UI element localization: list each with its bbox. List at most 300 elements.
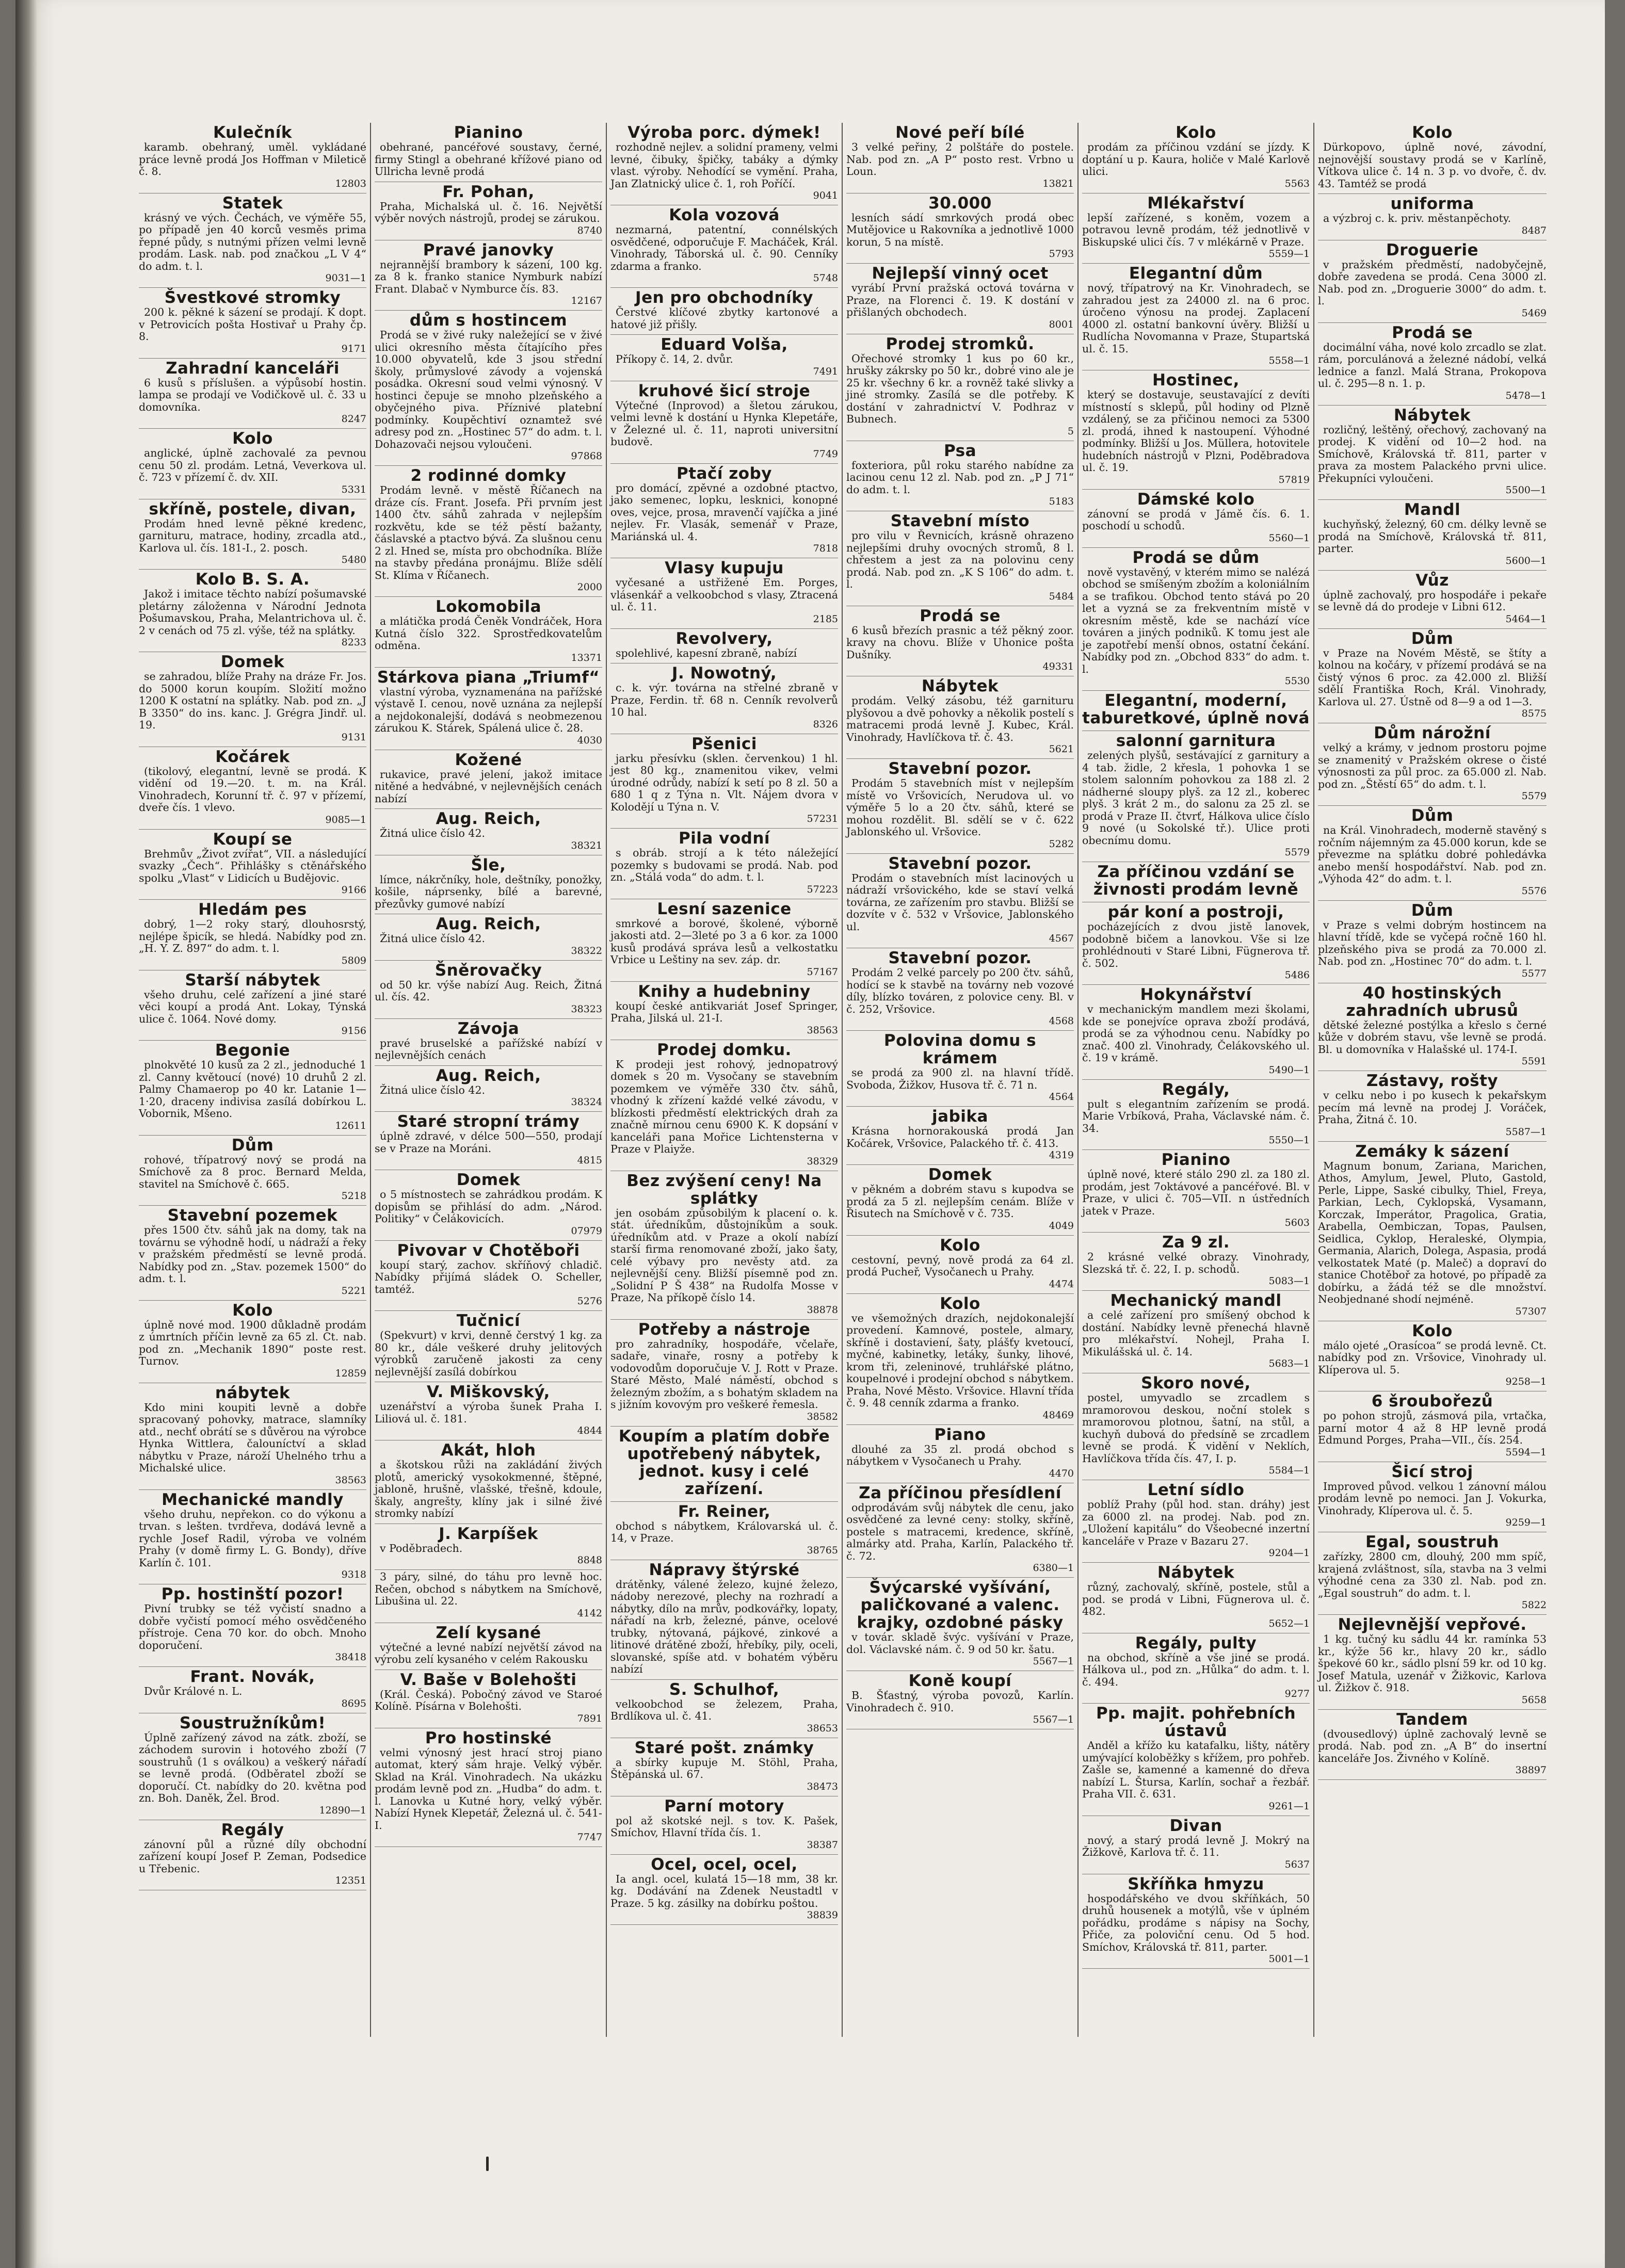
ad-title: Domek bbox=[220, 653, 285, 671]
ad-text: pro domácí, zpěvné a ozdobné ptactvo, jako semenec, lopku, lesknici, konopné oves, vejce, prosa, mravenčí vajíčka a jiné nejlev. Fr. Vlasák, semenář v Praze, Mariánská ul. 4. bbox=[610, 481, 838, 543]
ad-text: dlouhé za 35 zl. prodá obchod s nábytkem v Vysočanech u Prahy. bbox=[846, 1443, 1074, 1467]
ad-text: c. k. výr. továrna na střelné zbraně v Praze, Ferdin. tř. 68 n. Cenník revolverů 10 hal. bbox=[610, 682, 838, 718]
classified-ad bbox=[610, 1427, 838, 1502]
ad-title: Stavební pozemek bbox=[167, 1206, 338, 1225]
ad-code: 8326 bbox=[813, 718, 838, 730]
ad-title: Výroba porc. dýmek! bbox=[628, 123, 821, 142]
ad-title: Kola vozová bbox=[669, 206, 780, 224]
classified-columns bbox=[135, 123, 1550, 2037]
ad-code: 12611 bbox=[335, 1120, 366, 1131]
classified-ad bbox=[375, 668, 602, 750]
classified-ad bbox=[846, 854, 1074, 949]
ad-code: 5560—1 bbox=[1268, 532, 1310, 544]
ad-title: Hledám pes bbox=[198, 900, 307, 919]
classified-ad bbox=[375, 1728, 602, 1848]
ad-title: Šle, bbox=[471, 855, 506, 874]
ad-title: Pila vodní bbox=[678, 829, 770, 848]
ad-text: Improved původ. velkou 1 zánovní málou prodám levně po nemoci. Jan J. Vokurka, Vinohrady, Klíperova ul. č. 5. bbox=[1318, 1480, 1547, 1517]
ad-code: 5584—1 bbox=[1268, 1465, 1310, 1476]
classified-ad bbox=[375, 1382, 602, 1440]
ad-title: Knihy a hudebniny bbox=[638, 982, 811, 1001]
classified-ad bbox=[1082, 1233, 1310, 1291]
ad-text: v Praze s velmi dobrým hostincem na hlavní třídě, kde se vyčepá ročně 160 hl. plzeňského piva se prodá za 70.000 zl. Nab. pod zn. „Hostinec 70“ do adm. t. l. bbox=[1318, 918, 1547, 967]
classified-ad bbox=[1318, 1532, 1547, 1615]
ad-code: 5579 bbox=[1521, 790, 1547, 802]
ad-code: 57223 bbox=[807, 883, 838, 895]
ad-code: 8695 bbox=[341, 1697, 366, 1709]
ad-code: 7891 bbox=[577, 1712, 602, 1724]
ad-title: Kočárek bbox=[215, 747, 290, 766]
ad-text: velkoobchod se železem, Praha, Brdlíkova ul. č. 41. bbox=[610, 1697, 838, 1722]
ad-title: Kolo bbox=[940, 1294, 980, 1313]
classified-ad bbox=[846, 1031, 1074, 1107]
ad-title: Hostinec, bbox=[1152, 371, 1240, 390]
ad-text: přes 1500 čtv. sáhů jak na domy, tak na továrnu se výhodně hodí, u nádraží a řeky v pražském předměstí se levně prodá. Nabídky pod zn. „Stav. pozemek 1500“ do adm. t. l. bbox=[139, 1224, 366, 1285]
ad-text: obehrané, pancéřové soustavy, černé, firmy Stingl a obehrané křížové piano od Ullricha levně prodá bbox=[375, 141, 602, 177]
classified-ad bbox=[375, 1241, 602, 1311]
ad-code: 38321 bbox=[571, 839, 602, 851]
classified-ad bbox=[1318, 983, 1547, 1072]
ad-code: 5563 bbox=[1284, 177, 1310, 189]
ad-title: Ptačí zoby bbox=[677, 464, 772, 483]
classified-ad bbox=[139, 1490, 366, 1585]
ad-code: 8487 bbox=[1521, 224, 1547, 236]
classified-ad bbox=[846, 676, 1074, 759]
ad-code: 5637 bbox=[1284, 1858, 1310, 1870]
ad-title: Begonie bbox=[215, 1041, 291, 1060]
ad-text: rozhodně nejlev. a solidní prameny, velmi levné, čibuky, špičky, tabáky a dýmky vlast. výroby. Nehodící se vymění. Praha, Jan Zlatnický ulice č. 1, roh Poříčí. bbox=[610, 141, 838, 190]
ad-text: s obráb. strojí a k této náležející pozemky s budovami se prodá. Nab. pod zn. „Stálá voda“ do adm. t. l. bbox=[610, 847, 838, 883]
ad-title: Zemáky k sázení bbox=[1355, 1142, 1509, 1161]
classified-ad bbox=[610, 1040, 838, 1171]
ad-text: který se dostavuje, seustavající z devíti místností s sklepů, půl hodiny od Plzně vzdálený, se za přičinou nemoci za 5300 zl. prodá, ihned k nastoupení. Výhodné podmínky. Bližší u Jos. Müllera, hotovitele hudebních nástrojů v Plzni, Poděbradova ul. č. 19. bbox=[1082, 388, 1310, 474]
ad-text: Prodám hned levně pěkné kredenc, garnituru, matrace, hodiny, zrcadla atd., Karlova ul. čís. 181-I., 2. posch. bbox=[139, 517, 366, 554]
classified-ad bbox=[375, 1570, 602, 1623]
classified-ad bbox=[139, 652, 366, 747]
ad-title: Aug. Reich, bbox=[436, 915, 541, 933]
ad-code: 9171 bbox=[341, 343, 366, 354]
ad-title: J. Karpíšek bbox=[439, 1524, 538, 1543]
ad-text: všeho druhu, celé zařízení a jiné staré věci koupí a prodá Ant. Lokay, Týnská ulice č. 1064. Nové domy. bbox=[139, 988, 366, 1025]
ad-text: Prodám levně. v městě Říčanech na dráze cís. Frant. Josefa. Při prvním jest 1400 čtv. sáhů zahrada v nejlepším rozkvětu, kde se též pěstí bažanty, čáslavské a ptactvo bývá. Za slušnou cenu 2 zl. Hned se, místa pro obchodníka. Blíže na stavby předána pronájmu. Blíže sdělí St. Klíma v Říčanech. bbox=[375, 484, 602, 581]
ad-code: 5793 bbox=[1049, 248, 1074, 260]
ad-title: Lesní sazenice bbox=[657, 899, 792, 918]
ad-title: Koupí se bbox=[213, 830, 293, 849]
ad-code: 4567 bbox=[1049, 933, 1074, 944]
ad-text: Dürkopovo, úplně nové, závodní, nejnovější soustavy prodá se v Karlíně, Vítkova ulice č. 14 n. 3 p. vo dvoře, č. dv. 43. Tamtéž se prodá bbox=[1318, 141, 1547, 190]
ad-code: 38878 bbox=[807, 1304, 838, 1316]
ad-text: nový, a starý prodá levně J. Mokrý na Žižkově, Karlova tř. č. 11. bbox=[1082, 1834, 1310, 1858]
ad-code: 9085—1 bbox=[325, 814, 366, 825]
ad-text: se prodá za 900 zl. na hlavní třídě. Svoboda, Žižkov, Husova tř. č. 71 n. bbox=[846, 1066, 1074, 1091]
ad-text: různý, zachovalý, skříně, postele, stůl a pod. se prodá v Libni, Fügnerova ul. č. 482. bbox=[1082, 1581, 1310, 1617]
ad-title: Soustružníkům! bbox=[179, 1713, 326, 1732]
classified-ad bbox=[1318, 901, 1547, 983]
ad-title: Za příčinou vzdání se živnosti prodám levně bbox=[1093, 863, 1299, 899]
ad-text: se zahradou, blíže Prahy na dráze Fr. Jos. do 5000 korun koupím. Složití možno 1200 K ostatní na splátky. Nab. pod zn. „J B 3350“ do ins. kanc. J. Grégra Jindř. ul. 19. bbox=[139, 670, 366, 731]
ad-code: 9166 bbox=[341, 884, 366, 896]
ad-code: 12167 bbox=[571, 295, 602, 306]
classified-ad bbox=[1318, 1142, 1547, 1321]
classified-ad bbox=[139, 1383, 366, 1490]
ad-text: velmi výnosný jest hrací stroj piano automat, který sám hraje. Velký výběr. Sklad na Král. Vinohradech. Na ukázku prodám levně pod zn. „Hudba“ do adm. t. l. Lanovka u Kutné hory, velký výběr. Nabízí Hynek Klepetář, Železná ul. č. 541-I. bbox=[375, 1746, 602, 1832]
classified-ad bbox=[846, 948, 1074, 1031]
classified-ad bbox=[610, 629, 838, 664]
classified-ad bbox=[1318, 1391, 1547, 1462]
classified-ad bbox=[1082, 1633, 1310, 1704]
classified-ad bbox=[139, 429, 366, 499]
classified-ad bbox=[139, 288, 366, 359]
ad-title: Stavební pozor. bbox=[888, 949, 1032, 967]
classified-ad bbox=[610, 123, 838, 205]
ad-title: Za příčinou přesídlení bbox=[859, 1483, 1061, 1502]
ad-text: nezmarná, patentní, connélských osvědčené, odporučuje F. Macháček, Král. Vinohrady, Táborská ul. č. 90. Cenníky zdarma a franko. bbox=[610, 223, 838, 272]
classified-ad bbox=[375, 1066, 602, 1112]
ad-text: Ia angl. ocel, kulatá 15—18 mm, 38 kr. kg. Dodávání na Zdenek Neustadtl v Praze. 5 kg. zásilky na dobírku poštou. bbox=[610, 1872, 838, 1909]
ad-code: 5500—1 bbox=[1505, 484, 1547, 496]
ad-text: Praha, Michalská ul. č. 16. Největší výběr nových nástrojů, prodej se zárukou. bbox=[375, 200, 602, 224]
classified-ad bbox=[139, 747, 366, 830]
ad-text: foxteriora, půl roku starého nabídne za lacinou cenu 12 zl. Nab. pod zn. „P J 71“ do adm. t. l. bbox=[846, 459, 1074, 496]
ad-text: K prodeji jest rohový, jednopatrový domek s 20 m. Vysočany se stavebním pozemkem ve výměře 330 čtv. sáhů, vhodný k zřízení každé velké závodu, v blízkosti předměstí elektrických drah za značně mírnou cenu 6900 K. K dopsání v kanceláři pana Mořice Lichtensterna v Praze v Plaiyže. bbox=[610, 1058, 838, 1155]
ad-code: 5480 bbox=[341, 554, 366, 565]
classified-ad bbox=[846, 1578, 1074, 1671]
classified-ad bbox=[375, 1670, 602, 1728]
ad-code: 9156 bbox=[341, 1025, 366, 1036]
ad-text: úplně zdravé, v délce 500—550, prodají se v Praze na Moráni. bbox=[375, 1130, 602, 1155]
ad-code: 38329 bbox=[807, 1155, 838, 1167]
ad-code: 57819 bbox=[1278, 474, 1310, 485]
ad-title: Kožené bbox=[455, 750, 522, 769]
ad-title: Divan bbox=[1169, 1816, 1222, 1835]
ad-text: kuchyňský, železný, 60 cm. délky levně se prodá na Smíchově, Královská tř. 811, parter. bbox=[1318, 518, 1547, 555]
ad-code: 5579 bbox=[1284, 847, 1310, 858]
ad-text: 6 kusů s příslušen. a výpůsobí hostin. lampa se prodají ve Vodičkově ul. č. 33 u domovníka. bbox=[139, 376, 366, 413]
ad-text: v celku nebo i po kusech k pekařskym pecím má levně na prodej J. Voráček, Praha, Žitná č. 10. bbox=[1318, 1089, 1547, 1126]
classified-ad bbox=[1082, 370, 1310, 490]
ad-code: 5276 bbox=[577, 1295, 602, 1307]
classified-ad bbox=[139, 1667, 366, 1713]
ad-code: 2185 bbox=[813, 613, 838, 625]
classified-ad bbox=[375, 1170, 602, 1241]
classified-ad bbox=[139, 359, 366, 429]
ad-title: Aug. Reich, bbox=[436, 809, 541, 828]
ad-title: Lokomobila bbox=[435, 597, 542, 616]
classified-ad bbox=[1082, 1150, 1310, 1233]
classified-ad bbox=[610, 1502, 838, 1560]
classified-ad bbox=[846, 1294, 1074, 1425]
classified-ad bbox=[846, 1671, 1074, 1729]
ad-code: 5558—1 bbox=[1268, 355, 1310, 366]
ad-code: 38323 bbox=[571, 1003, 602, 1015]
classified-ad bbox=[1318, 323, 1547, 406]
classified-ad bbox=[375, 1311, 602, 1382]
ad-text: úplně nové mod. 1900 důkladně prodám z úmrtních příčin levně za 65 zl. Ct. nab. pod zn. „Mechanik 1890“ poste rest. Turnov. bbox=[139, 1318, 366, 1367]
classified-ad bbox=[610, 381, 838, 464]
ad-title: Regály bbox=[221, 1820, 284, 1839]
classified-ad bbox=[610, 1796, 838, 1855]
classified-ad bbox=[1082, 193, 1310, 264]
ad-text: (Spekvurt) v krvi, denně čerstvý 1 kg. za 80 kr., dále veškeré druhy jelitových výrobků zaručeně jakosti za ceny nejlevnější zasílá dobírkou bbox=[375, 1329, 602, 1378]
classified-ad bbox=[375, 914, 602, 961]
ad-title: nábytek bbox=[215, 1383, 291, 1402]
ad-code: 4049 bbox=[1049, 1220, 1074, 1232]
ad-code: 07979 bbox=[571, 1225, 602, 1237]
ad-text: zánovní půl a různé díly obchodní zařízení koupí Josef P. Zeman, Podsedice u Třebenic. bbox=[139, 1838, 366, 1875]
classified-ad bbox=[1082, 264, 1310, 370]
ad-title: Dům nárožní bbox=[1374, 724, 1491, 742]
ad-code: 57231 bbox=[807, 813, 838, 824]
classified-ad bbox=[1082, 902, 1310, 985]
classified-ad bbox=[139, 830, 366, 900]
ad-code: 38324 bbox=[571, 1096, 602, 1108]
ad-code: 9204—1 bbox=[1268, 1547, 1310, 1559]
column-2 bbox=[371, 123, 607, 2037]
ad-code: 9261—1 bbox=[1268, 1800, 1310, 1812]
ad-text: nově vystavěný, v kterém mimo se nalézá obchod se smíšeným zbožím a koloniálním a se trafikou. Obchod tento stává po 20 let a vyzná se za frekventním místě v okresním městě, kde se nachází více továren a jiných podniků. K tomu jest ale je zapotřebí menší obnos, ostatní čekání. Nabídky pod zn. „Obchod 833“ do adm. t. l. bbox=[1082, 565, 1310, 675]
ad-text: vyčesané a ustřižené Em. Porges, vlásenkář a velkoobchod s vlasy, Ztracená ul. č. 11. bbox=[610, 576, 838, 613]
ad-text: vyrábí První pražská octová továrna v Praze, na Florenci č. 19. K dostání v přišlaných obchodech. bbox=[846, 282, 1074, 318]
ad-text: v mechanickým mandlem mezi školami, kde se ponejvíce oprava zboží prodává, prodá se za výhodnou cenu. Nabídky po znač. 400 zl. Vinohrady, Čelákovského ul. č. 19 v krámě. bbox=[1082, 1003, 1310, 1064]
ad-title: Koně koupí bbox=[908, 1672, 1012, 1690]
classified-ad bbox=[846, 511, 1074, 606]
classified-ad bbox=[375, 182, 602, 240]
ad-title: Šněrovačky bbox=[435, 961, 542, 980]
ad-title: Zahradní kanceláři bbox=[166, 359, 340, 378]
ad-title: Letní sídlo bbox=[1147, 1481, 1245, 1499]
ad-code: 5559—1 bbox=[1268, 248, 1310, 260]
classified-ad bbox=[610, 1171, 838, 1320]
classified-ad bbox=[1318, 1615, 1547, 1710]
classified-ad bbox=[610, 663, 838, 734]
classified-ad bbox=[1082, 862, 1310, 902]
ad-text: 1 kg. tučný ku sádlu 44 kr. ramínka 53 kr., kýže 56 kr., hlavy 20 kr., sádlo špekové 60 kr., sádlo plsní 59 kr. od 10 kg. Josef Matula, uzenář v Žižkovic, Karlova ul. Žižkov č. 918. bbox=[1318, 1633, 1547, 1694]
ad-title: Nábytek bbox=[1393, 406, 1471, 425]
classified-ad bbox=[375, 123, 602, 182]
ad-code: 7818 bbox=[813, 543, 838, 554]
classified-ad bbox=[375, 466, 602, 597]
ad-title: 2 rodinné domky bbox=[410, 466, 567, 485]
classified-ad bbox=[1318, 123, 1547, 194]
ad-title: Pivovar v Chotěboři bbox=[397, 1241, 580, 1260]
classified-ad bbox=[1318, 500, 1547, 571]
ad-text: Prodám 5 stavebních míst v nejlepším místě vo Vršovicích, Nerudova ul. vo výměře 5 lo a 20 čtv. sáhů, které se mohou rozdělit. Bl. sdělí se v č. 622 Jablonského ul. Vršovice. bbox=[846, 777, 1074, 838]
ad-code: 4142 bbox=[577, 1607, 602, 1619]
ad-text: zelených plyšů, sestávající z garnitury a 4 tab. židle, 2 křesla, 1 pohovka 1 se stolem salonním pohovkou za 188 zl. 2 nádherné sloupy plyš. za 12 zl., koberec plyš. 3 krát 2 m., do salonu za 25 zl. se prodá v Praze II. čtvrť, Hálkova ulice číslo 9 nové (u Sokolské tř.). Ulice proti obecnímu domu. bbox=[1082, 749, 1310, 847]
ad-title: Prodá se bbox=[1392, 323, 1473, 342]
ad-code: 38473 bbox=[807, 1780, 838, 1792]
ad-text: Prodám 2 velké parcely po 200 čtv. sáhů, hodící se k stavbě na továrny neb vozové díly, blízko továren, z polovice ceny. Bl. v č. 252, Vršovice. bbox=[846, 966, 1074, 1015]
ad-code: 5478—1 bbox=[1505, 390, 1547, 401]
classified-ad bbox=[375, 1440, 602, 1524]
ad-text: rohové, třípatrový nový se prodá na Smíchově za 8 proc. Bernard Melda, stavitel na Smíchově č. 665. bbox=[139, 1153, 366, 1190]
ad-text: rozličný, leštěný, ořechový, zachovaný na prodej. K vidění od 10—2 hod. na Smíchově, Královská tř. 811, parter v prava za mostem Palackého prvni ulice. Překupníci vyloučeni. bbox=[1318, 423, 1547, 484]
ad-title: Vůz bbox=[1415, 571, 1449, 590]
ad-text: Prodá se v živé ruky naležející se v živé ulici okresního města čítajícího přes 10.000 obyvatelů, kde 3 jsou střední školy, průmyslové závody a vojenská posádka. Okresní soud velmi výnosný. V hostinci čepuje se mnoho plzeňského a obyčejného piva. Příznivé platební podmínky. Koupěchtiví oznamtež své adresy pod zn. „Hostinec 57“ do adm. t. l. Dohazovači nejsou vyloučeni. bbox=[375, 329, 602, 450]
ad-code: 38653 bbox=[807, 1722, 838, 1734]
ad-text: v pěkném a dobrém stavu s kupodva se prodá za 5 zl. nejlepším cenám. Blíže v Řisutech na Smíchově v č. 735. bbox=[846, 1183, 1074, 1220]
ad-text: krásný ve vých. Čechách, ve výměře 55, po případě jen 40 korců vesměs prima řepné půdy, s nutnými přízen velmi levně prodám. Lask. nab. pod značkou „L V 4“ do adm. t. l. bbox=[139, 211, 366, 272]
ad-code: 5748 bbox=[813, 272, 838, 284]
ad-text: prodám za příčinou vzdání se jízdy. K doptání u p. Kaura, holiče v Malé Karlově ulici. bbox=[1082, 141, 1310, 177]
ad-title: uniforma bbox=[1390, 195, 1474, 213]
classified-ad bbox=[846, 441, 1074, 512]
ad-title: 6 šroubořezů bbox=[1371, 1392, 1493, 1411]
ad-code: 38582 bbox=[807, 1411, 838, 1422]
classified-ad bbox=[1318, 723, 1547, 806]
ad-code: 38897 bbox=[1515, 1764, 1547, 1776]
ad-text: nový, třípatrový na Kr. Vinohradech, se zahradou jest za 24000 zl. na 6 proc. úročeno výnosu na prodej. Zaplacení 4000 zl. ostatní bankovní úvěry. Bližší u Rudlícha Novomanna v Praze, Stupartská ul. č. 15. bbox=[1082, 282, 1310, 355]
ad-title: Nábytek bbox=[1157, 1563, 1235, 1582]
ad-title: Frant. Novák, bbox=[190, 1667, 315, 1686]
classified-ad bbox=[610, 1560, 838, 1680]
ad-code: 5567—1 bbox=[1033, 1714, 1074, 1725]
classified-ad bbox=[610, 829, 838, 899]
classified-ad bbox=[1318, 194, 1547, 240]
ad-code: 48469 bbox=[1042, 1409, 1074, 1421]
ad-title: Vlasy kupuju bbox=[665, 559, 784, 577]
ad-title: Bez zvýšení ceny! Na splátky bbox=[626, 1171, 822, 1208]
ad-title: Stavební pozor. bbox=[888, 759, 1032, 778]
classified-ad bbox=[1318, 806, 1547, 901]
ad-text: B. Šťastný, výroba povozů, Karlín. Vinohradech č. 910. bbox=[846, 1689, 1074, 1714]
ad-text: smrkové a borové, školené, výborně jakosti atd. 2—3leté po 3 a 6 kor. za 1000 kusů prodává správa lesů a velkostatku Vrbice u Leštiny na sev. záp. dr. bbox=[610, 917, 838, 966]
classified-ad bbox=[610, 734, 838, 829]
ad-code: 5600—1 bbox=[1505, 555, 1547, 566]
ad-title: skříně, postele, divan, bbox=[149, 499, 357, 519]
ad-text: úplně nové, které stálo 290 zl. za 180 zl. prodám, jest 7oktávové a pancéřové. Bl. v Praze, v ulici č. 705—VII. n ústředních jatek v Praze. bbox=[1082, 1168, 1310, 1217]
ad-text: zánovní se prodá v Jámě čís. 6. 1. poschodí u schodů. bbox=[1082, 507, 1310, 532]
ad-text: pol až skotské nejl. s tov. K. Pašek, Smíchov, Hlavní třída čís. 1. bbox=[610, 1814, 838, 1839]
ad-title: Skoro nové, bbox=[1141, 1374, 1251, 1392]
ad-title: Prodej stromků. bbox=[886, 334, 1035, 353]
ad-code: 38322 bbox=[571, 945, 602, 957]
column-4 bbox=[843, 123, 1079, 2037]
ad-title: Akát, hloh bbox=[441, 1441, 536, 1460]
ad-title: Zelí kysané bbox=[436, 1623, 541, 1642]
ad-code: 5282 bbox=[1049, 838, 1074, 850]
ad-text: pro zahradníky, hospodáře, včelaře, sadaře, vinaře, rosny a potřeby k vodovodům doporučuje V. J. Rott v Praze. Staré Město, Malé náměstí, obchod s železným zbožím, a s bohatým skladem na s jižním kovovým pro veškeré řemesla. bbox=[610, 1337, 838, 1411]
ad-code: 4844 bbox=[577, 1425, 602, 1436]
ad-code: 57307 bbox=[1515, 1305, 1547, 1317]
ad-code: 49331 bbox=[1042, 661, 1074, 672]
ad-title: Závoja bbox=[457, 1019, 520, 1038]
ad-code: 5621 bbox=[1049, 743, 1074, 755]
ad-title: J. Nowotný, bbox=[671, 664, 777, 683]
ad-title: Kulečník bbox=[213, 123, 292, 142]
ad-code: 9031—1 bbox=[325, 272, 366, 284]
ad-text: a celé zařízení pro smíšený obchod k dostání. Nabídky levně přenechá hlavně pro mlékařství. Nohejl, Praha I. Mikulášská ul. č. 14. bbox=[1082, 1309, 1310, 1358]
ad-title: Staré pošt. známky bbox=[634, 1738, 814, 1757]
ad-code: 5550—1 bbox=[1268, 1135, 1310, 1146]
column-6 bbox=[1314, 123, 1550, 2037]
ad-title: Egal, soustruh bbox=[1365, 1533, 1499, 1551]
ad-text: na obchod, skříně a vše jiné se prodá. Hálkova ul., pod zn. „Hůlka“ do adm. t. l. č. 494. bbox=[1082, 1651, 1310, 1688]
ad-title: Švestkové stromky bbox=[164, 288, 341, 307]
classified-ad bbox=[610, 1320, 838, 1427]
ad-code: 38387 bbox=[807, 1839, 838, 1851]
ad-title: Koupím a platím dobře upotřebený nábytek, jednot. kusy i celé zařízení. bbox=[618, 1427, 830, 1498]
classified-ad bbox=[846, 334, 1074, 441]
classified-ad bbox=[1082, 985, 1310, 1080]
classified-ad bbox=[1082, 1816, 1310, 1874]
classified-ad bbox=[846, 193, 1074, 264]
ad-title: Starší nábytek bbox=[185, 970, 320, 990]
column-1 bbox=[135, 123, 371, 2037]
ad-title: Domek bbox=[928, 1165, 992, 1184]
classified-ad bbox=[375, 597, 602, 668]
ad-text: 2 krásné velké obrazy. Vinohrady, Slezská tř. č. 22, I. p. schodů. bbox=[1082, 1251, 1310, 1275]
ad-code: 5490—1 bbox=[1268, 1064, 1310, 1076]
ad-text: poblíž Prahy (půl hod. stan. dráhy) jest za 6000 zl. na prodej. Nab. pod zn. „Uložení kapitálu“ do Všeobecné inzertní kanceláře v Praze v Bazaru 27. bbox=[1082, 1498, 1310, 1547]
ad-title: Pianino bbox=[1161, 1151, 1231, 1169]
ad-text: Úplně zařízený závod na zátk. zboží, se záchodem surovin i hotového zboží (7 soustruhů (1 s oválkou) a veškerý nářadí se levně prodá. (Odběratel zboží se doporučí. Ct. nabídky do 20. května pod zn. Boh. Daněk, Žel. Brod. bbox=[139, 1731, 366, 1804]
ad-text: rukavice, pravé jelení, jakož imitace nitěné a hedvábné, v nejlevnějších cenách nabízí bbox=[375, 768, 602, 805]
classified-ad bbox=[1082, 1480, 1310, 1563]
ad-title: Mechanické mandly bbox=[162, 1490, 344, 1509]
ad-code: 5587—1 bbox=[1505, 1126, 1547, 1138]
ad-code: 38418 bbox=[335, 1651, 366, 1663]
ad-code: 8001 bbox=[1049, 318, 1074, 330]
ad-title: Nové peří bílé bbox=[895, 123, 1025, 142]
classified-ad bbox=[139, 1136, 366, 1206]
ad-title: Statek bbox=[222, 193, 283, 213]
classified-ad bbox=[610, 288, 838, 335]
ad-title: Prodej domku. bbox=[657, 1040, 792, 1059]
ad-code: 5083—1 bbox=[1268, 1275, 1310, 1287]
classified-ad bbox=[610, 1738, 838, 1796]
classified-ad bbox=[139, 1041, 366, 1136]
ad-text: Pivní trubky se též vyčistí snadno a dobře vyčistí pomocí mého osvědčeného přístroje. Cena 70 kor. do obch. Mnoho doporučení. bbox=[139, 1602, 366, 1651]
ad-text: Žitná ulice číslo 42. bbox=[380, 932, 485, 945]
ad-text: Výtečné (Inprovod) a šletou zárukou, velmi levně k dostání u Hynka Klepetáře, v Železné ul. č. 11, naproti universitní budově. bbox=[610, 399, 838, 448]
ad-title: Pp. majit. pohřebních ústavů bbox=[1096, 1704, 1296, 1740]
ad-text: lepší zařízené, s koněm, vozem a potravou levně prodám, též jednotlivě v Biskupské ulici čís. 7 v mlékárně v Praze. bbox=[1082, 211, 1310, 248]
ad-code: 4470 bbox=[1049, 1467, 1074, 1479]
classified-ad bbox=[1318, 629, 1547, 724]
ad-title: Potřeby a nástroje bbox=[638, 1320, 811, 1339]
ad-title: 40 hostinských zahradních ubrusů bbox=[1346, 983, 1519, 1020]
ad-text: Žitná ulice číslo 42. bbox=[380, 827, 485, 839]
ad-title: salonní garnitura bbox=[1116, 732, 1276, 750]
ad-title: Mechanický mandl bbox=[1110, 1291, 1282, 1310]
ad-text: Žitná ulice číslo 42. bbox=[380, 1083, 485, 1096]
classified-ad bbox=[610, 558, 838, 629]
ad-text: po pohon strojů, zásmová pila, vrtačka, parní motor 4 až 8 HP levně prodá Edmund Porges, Praha—VII., čís. 254. bbox=[1318, 1410, 1547, 1446]
classified-ad bbox=[846, 264, 1074, 334]
ad-code: 5577 bbox=[1521, 967, 1547, 979]
ad-text: koupí české antikvariát Josef Springer, Praha, Jilská ul. 21-I. bbox=[610, 999, 838, 1024]
ad-title: Elegantní, moderní, taburetkové, úplně nová bbox=[1082, 691, 1310, 727]
ad-code: 38839 bbox=[807, 1909, 838, 1921]
ad-text: koupí starý, zachov. skříňový chladič. Nabídky přijímá sládek O. Scheller, tamtéž. bbox=[375, 1258, 602, 1295]
ad-code: 6380—1 bbox=[1033, 1562, 1074, 1574]
classified-ad bbox=[1318, 1710, 1547, 1780]
classified-ad bbox=[139, 970, 366, 1041]
ad-code: 9259—1 bbox=[1505, 1517, 1547, 1528]
ad-text: jarku přesívku (sklen. červenkou) 1 hl. jest 80 kg., znamenitou vikev, velmi úrodné odrůdy, nabízí k setí po 8 zl. 50 a 680 1 q z Týna n. Vlt. Nájem dvora v Kolodějí u Týna n. V. bbox=[610, 752, 838, 813]
ad-title: Revolvery, bbox=[675, 629, 773, 648]
ad-code: 5658 bbox=[1521, 1694, 1547, 1706]
ad-title: pár koní a postroji, bbox=[1107, 903, 1284, 921]
ad-text: a sbírky kupuje M. Stöhl, Praha, Štěpánská ul. 67. bbox=[610, 1756, 838, 1780]
classified-ad bbox=[846, 1165, 1074, 1236]
classified-ad bbox=[846, 1107, 1074, 1165]
ad-text: výtečné a levné nabízí největší závod na výrobu zelí kysaného v celém Rakousku bbox=[375, 1641, 602, 1665]
ad-text: ve všemožných drazích, nejdokonalejší provedení. Kamnové, postele, almary, skříně i dostaviení, šaty, plášťy kvetoucí, myčné, kabinetky, letáky, šunky, lihové, krom tři, zeleninové, truhlářské plátno, koupelnové i prodejní obchod s nábytkem. Praha, Nové Město. Vršovice. Hlavní třída č. 9. 48 cenník zdarma a franko. bbox=[846, 1311, 1074, 1409]
ad-text: v továr. skladě švýc. vyšívání v Praze, dol. Václavské nám. č. 9 od 50 kr. šatu. bbox=[846, 1631, 1074, 1656]
ad-text: odprodávám svůj nábytek dle cenu, jako osvědčené za levné ceny: stolky, skříně, postele s matracemi, kredence, skříně, almárky atd. Praha, Karlín, Palackého tř. č. 72. bbox=[846, 1501, 1074, 1562]
